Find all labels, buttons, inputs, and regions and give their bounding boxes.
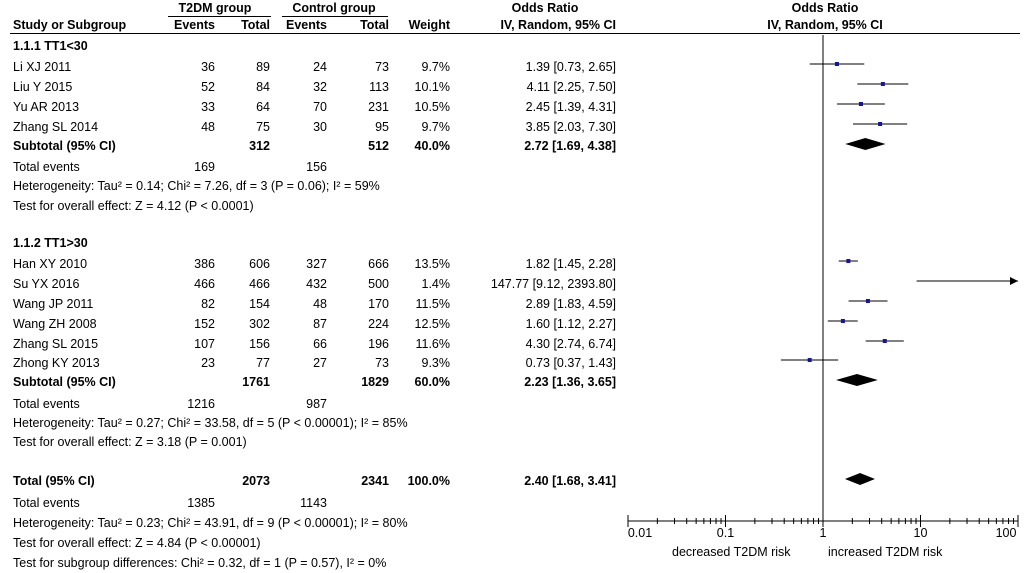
total-events-label: Total events [13, 496, 80, 510]
study-name: Zhang SL 2014 [13, 120, 99, 134]
study-n2: 170 [368, 297, 389, 311]
study-n1: 77 [256, 356, 270, 370]
total-weight: 100.0% [407, 474, 450, 488]
total1-header: Total [241, 18, 270, 32]
study-n2: 231 [368, 100, 389, 114]
x-tick-label: 1 [819, 526, 827, 540]
subgroup2-overall-effect: Test for overall effect: Z = 3.18 (P = 0.001) [13, 435, 247, 449]
study-name: Wang JP 2011 [13, 297, 94, 311]
study-weight: 9.7% [421, 120, 450, 134]
total-total2: 2341 [361, 474, 389, 488]
study-n1: 466 [249, 277, 270, 291]
weight-header: Weight [408, 18, 450, 32]
pooled-diamond [845, 473, 875, 485]
total-overall-effect: Test for overall effect: Z = 4.84 (P < 0.00001) [13, 536, 261, 550]
total-events2: 1143 [300, 496, 327, 510]
study-n2: 666 [368, 257, 389, 271]
odds-ratio-header-left: Odds Ratio [511, 1, 579, 15]
subgroup1-subtotal-total1: 312 [249, 139, 270, 153]
study-weight: 10.1% [414, 80, 450, 94]
subgroup-differences: Test for subgroup differences: Chi² = 0.32, df = 1 (P = 0.57), I² = 0% [13, 556, 387, 570]
total-label: Total (95% CI) [13, 474, 95, 488]
subgroup2-events-label: Total events [13, 397, 80, 411]
study-ci: 3.85 [2.03, 7.30] [525, 120, 616, 134]
point-estimate [881, 82, 885, 86]
study-e1: 48 [201, 120, 215, 134]
odds-ratio-header-right: Odds Ratio [791, 1, 859, 15]
subgroup1-events-label: Total events [13, 160, 80, 174]
subgroup1-heterogeneity: Heterogeneity: Tau² = 0.14; Chi² = 7.26, df = 3 (P = 0.06); I² = 59% [13, 179, 380, 193]
study-weight: 10.5% [414, 100, 450, 114]
study-ci: 1.39 [0.73, 2.65] [525, 60, 616, 74]
point-estimate [808, 358, 812, 362]
method-header-right: IV, Random, 95% CI [767, 18, 883, 32]
subgroup1-events2: 156 [306, 160, 327, 174]
study-e1: 107 [194, 337, 215, 351]
study-weight: 13.5% [414, 257, 450, 271]
subgroup2-subtotal-total2: 1829 [361, 375, 389, 389]
study-ci: 1.82 [1.45, 2.28] [525, 257, 616, 271]
total-heterogeneity: Heterogeneity: Tau² = 0.23; Chi² = 43.91, df = 9 (P < 0.00001); I² = 80% [13, 516, 408, 530]
study-name: Zhang SL 2015 [13, 337, 99, 351]
study-e2: 327 [306, 257, 327, 271]
subgroup1-subtotal-weight: 40.0% [414, 139, 450, 153]
study-ci: 147.77 [9.12, 2393.80] [490, 277, 616, 291]
point-estimate [866, 299, 870, 303]
study-weight: 11.5% [415, 297, 450, 311]
subgroup1-subtotal-ci: 2.72 [1.69, 4.38] [524, 139, 616, 153]
study-name: Zhong KY 2013 [13, 356, 100, 370]
study-ci: 4.11 [2.25, 7.50] [526, 80, 616, 94]
study-e2: 32 [313, 80, 327, 94]
study-n1: 156 [249, 337, 270, 351]
study-e1: 36 [201, 60, 215, 74]
subgroup2-subtotal-ci: 2.23 [1.36, 3.65] [524, 375, 616, 389]
study-name: Li XJ 2011 [13, 60, 72, 74]
study-name: Liu Y 2015 [13, 80, 73, 94]
subgroup2-subtotal-weight: 60.0% [414, 375, 450, 389]
study-e2: 30 [313, 120, 327, 134]
subgroup1-subtotal-label: Subtotal (95% CI) [13, 139, 116, 153]
study-weight: 1.4% [421, 277, 450, 291]
study-ci: 2.45 [1.39, 4.31] [525, 100, 616, 114]
study-column-header: Study or Subgroup [13, 18, 127, 32]
increased-risk-caption: increased T2DM risk [828, 545, 943, 559]
study-n2: 95 [375, 120, 389, 134]
study-n2: 224 [368, 317, 389, 331]
study-ci: 4.30 [2.74, 6.74] [525, 337, 616, 351]
study-ci: 1.60 [1.12, 2.27] [525, 317, 616, 331]
study-e1: 152 [194, 317, 215, 331]
point-estimate [883, 339, 887, 343]
study-n1: 89 [256, 60, 270, 74]
study-n2: 73 [375, 60, 389, 74]
x-tick-label: 0.1 [716, 526, 735, 540]
total-events1: 1385 [187, 496, 215, 510]
ci-arrow [1010, 277, 1018, 285]
decreased-risk-caption: decreased T2DM risk [672, 545, 791, 559]
study-e2: 432 [306, 277, 327, 291]
pooled-diamond [845, 138, 885, 150]
study-name: Yu AR 2013 [13, 100, 80, 114]
subgroup2-events1: 1216 [187, 397, 215, 411]
study-e2: 24 [313, 60, 327, 74]
study-n1: 75 [256, 120, 270, 134]
study-weight: 9.3% [421, 356, 450, 370]
total-total1: 2073 [242, 474, 270, 488]
subgroup2-events2: 987 [306, 397, 327, 411]
total2-header: Total [360, 18, 389, 32]
study-n2: 196 [368, 337, 389, 351]
study-ci: 2.89 [1.83, 4.59] [525, 297, 616, 311]
subgroup2-subtotal-label: Subtotal (95% CI) [13, 375, 116, 389]
study-name: Han XY 2010 [13, 257, 88, 271]
study-n1: 84 [256, 80, 270, 94]
x-tick-label: 100 [995, 526, 1017, 540]
point-estimate [846, 259, 850, 263]
study-e1: 33 [201, 100, 215, 114]
study-name: Su YX 2016 [13, 277, 80, 291]
point-estimate [841, 319, 845, 323]
x-tick-label: 10 [913, 526, 928, 540]
study-e1: 82 [201, 297, 215, 311]
events2-header: Events [286, 18, 327, 32]
subgroup2-subtotal-total1: 1761 [242, 375, 270, 389]
study-name: Wang ZH 2008 [13, 317, 97, 331]
x-tick-label: 0.01 [627, 526, 653, 540]
study-e2: 66 [313, 337, 327, 351]
study-weight: 9.7% [421, 60, 450, 74]
study-e1: 386 [194, 257, 215, 271]
events1-header: Events [174, 18, 215, 32]
study-n1: 302 [249, 317, 270, 331]
study-e1: 52 [201, 80, 215, 94]
control-group-header: Control group [292, 1, 376, 15]
study-e2: 70 [313, 100, 327, 114]
t2dm-group-header: T2DM group [178, 1, 252, 15]
study-e1: 466 [194, 277, 215, 291]
study-n1: 154 [249, 297, 270, 311]
total-ci: 2.40 [1.68, 3.41] [524, 474, 616, 488]
study-e2: 27 [313, 356, 327, 370]
pooled-diamond [836, 374, 878, 386]
study-ci: 0.73 [0.37, 1.43] [525, 356, 616, 370]
subgroup1-subtotal-total2: 512 [368, 139, 389, 153]
point-estimate [835, 62, 839, 66]
study-weight: 11.6% [415, 337, 450, 351]
subgroup2-title: 1.1.2 TT1>30 [13, 236, 88, 250]
point-estimate [878, 122, 882, 126]
study-e2: 87 [313, 317, 327, 331]
subgroup1-events1: 169 [194, 160, 215, 174]
study-e2: 48 [313, 297, 327, 311]
study-n2: 113 [369, 80, 389, 94]
subgroup1-title: 1.1.1 TT1<30 [13, 39, 88, 53]
study-n2: 500 [368, 277, 389, 291]
subgroup2-heterogeneity: Heterogeneity: Tau² = 0.27; Chi² = 33.58, df = 5 (P < 0.00001); I² = 85% [13, 416, 408, 430]
study-n1: 606 [249, 257, 270, 271]
study-n2: 73 [375, 356, 389, 370]
subgroup1-overall-effect: Test for overall effect: Z = 4.12 (P < 0.0001) [13, 199, 254, 213]
point-estimate [859, 102, 863, 106]
study-e1: 23 [201, 356, 215, 370]
study-n1: 64 [256, 100, 270, 114]
study-weight: 12.5% [414, 317, 450, 331]
method-header-left: IV, Random, 95% CI [500, 18, 616, 32]
